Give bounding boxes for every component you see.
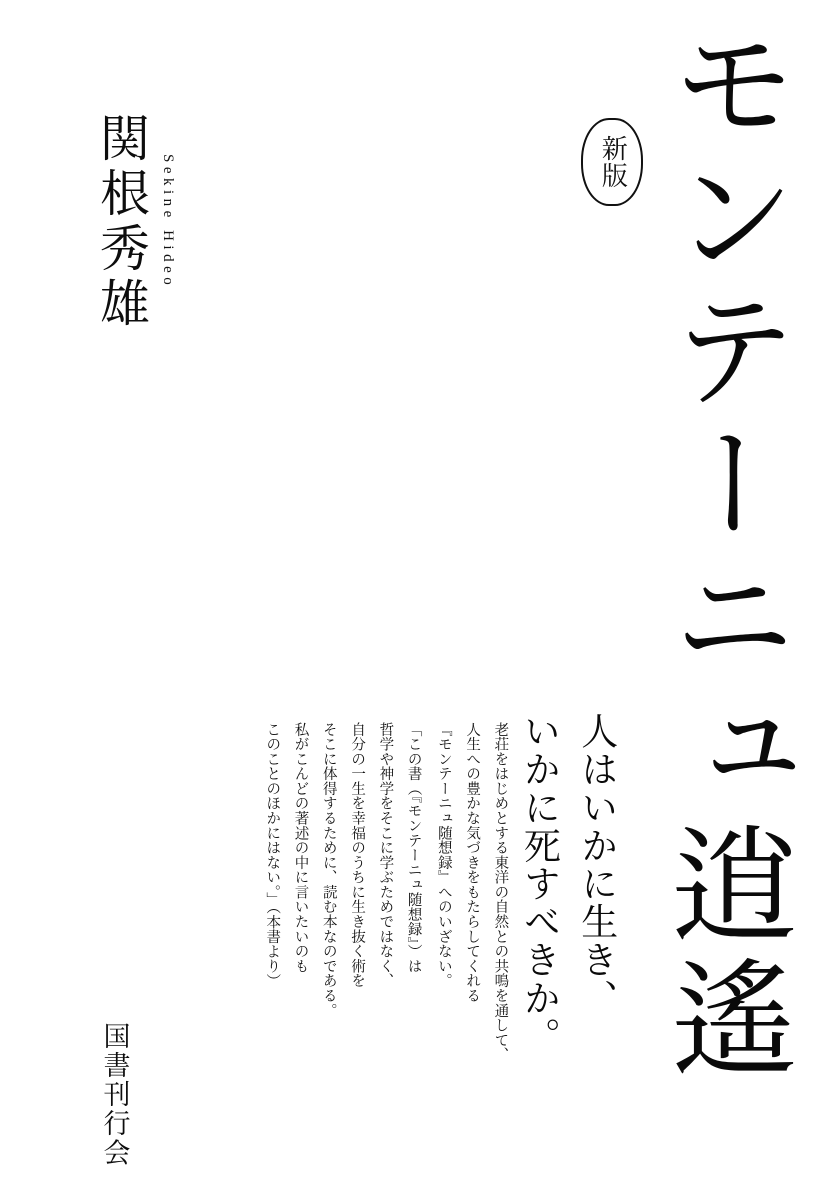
description-paragraph-a: 老荘をはじめとする東洋の自然との共鳴を通して、 人生への豊かな気づきをもたらしてくれる 『モンテーニュ随想録』へのいざない。 [435, 722, 509, 1063]
new-edition-seal [581, 118, 643, 206]
author-block [88, 112, 176, 332]
new-edition-seal-label: 新版 [597, 134, 628, 190]
description-paragraph-b: 「この書（『モンテーニュ随想録』）は 哲学や神学をそこに学ぶためではなく、 自分の一生を幸福のうちに生き抜く術を そこに体得するために、読む本なのである。 私がこんどの著述の中に言いたいのも このことのほかにはない。」（本書より） [264, 722, 422, 1018]
author-name-romaji: Sekine Hideo [160, 154, 176, 290]
publisher-name: 国書刊行会 [98, 1022, 130, 1168]
page-title: モンテーニュ逍遙 [651, 18, 798, 1087]
catch-copy: 人はいかに生き、 いかに死すべきか。 [517, 712, 618, 1055]
description-block [258, 722, 514, 1063]
author-name-japanese: 関根秀雄 [92, 112, 150, 332]
